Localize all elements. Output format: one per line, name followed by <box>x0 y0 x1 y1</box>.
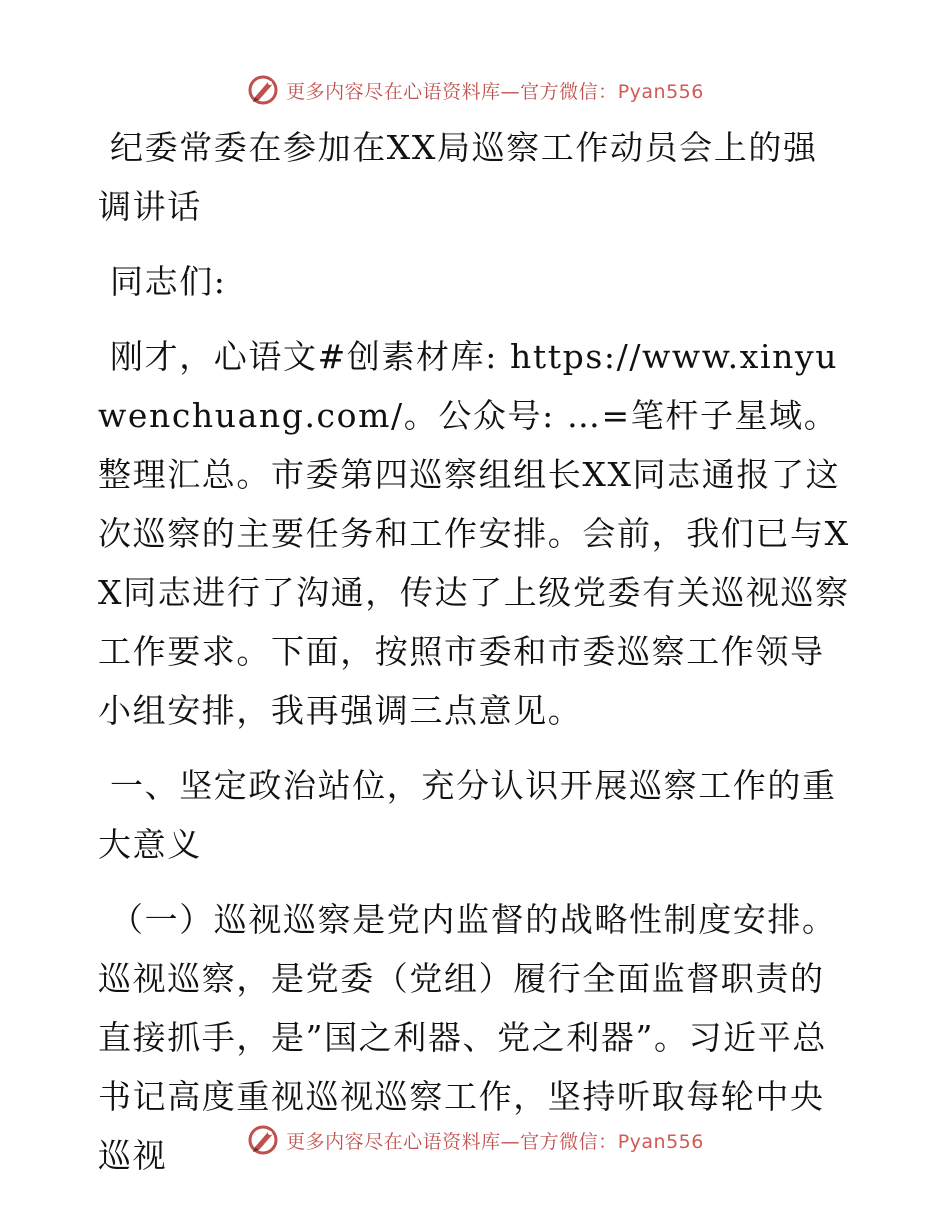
footer-banner <box>0 1120 950 1160</box>
document-body <box>98 118 850 1185</box>
pen-logo-icon <box>246 1123 280 1157</box>
banner-text: 更多内容尽在心语资料库—官方微信：Pyan556 <box>286 1130 704 1153</box>
banner-text: 更多内容尽在心语资料库—官方微信：Pyan556 <box>286 80 704 103</box>
pen-logo-icon <box>246 73 280 107</box>
document-title: 纪委常委在参加在XX局巡察工作动员会上的强调讲话 <box>98 128 818 226</box>
section-heading-one: 一、坚定政治站位，充分认识开展巡察工作的重大意义 <box>98 766 837 864</box>
paragraph-section-one-a: （一）巡视巡察是党内监督的战略性制度安排。巡视巡察，是党委（党组）履行全面监督职责的直接抓手，是”国之利器、党之利器”。习近平总书记高度重视巡视巡察工作，坚持听取每轮中央巡视 <box>98 900 837 1175</box>
header-banner <box>0 70 950 110</box>
salutation: 同志们: <box>110 262 227 301</box>
paragraph-intro: 刚才，心语文#创素材库: https://www.xinyuwenchuang.com/。公众号: …=笔杆子星域。整理汇总。市委第四巡察组组长XX同志通报了这次巡察的主要任务和工作安排。会前，我们已与XX同志进行了沟通，传达了上级党委有关巡视巡察工作要求。下面，按照市委和市委巡察工作领导小组安排，我再强调三点意见。 <box>98 337 850 730</box>
